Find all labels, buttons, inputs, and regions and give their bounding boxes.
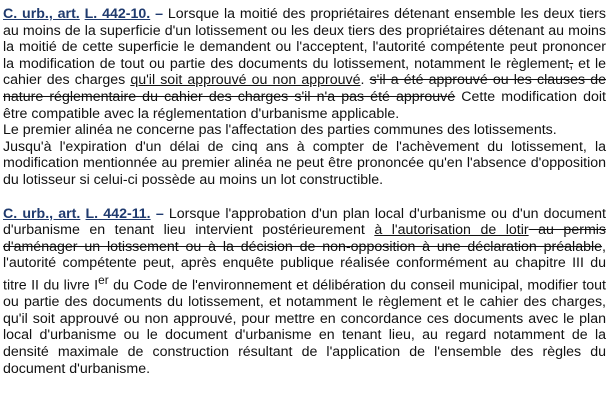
- article-l442-10-reference: [3, 6, 150, 22]
- article-dash: –: [155, 205, 164, 222]
- text-segment: , l'autorité compétente peut, après enquête publique réalisée conformément au chapitre III du titre II du livre I: [3, 238, 606, 294]
- article-code: C. urb., art.: [3, 205, 81, 222]
- text-segment: et le cahier des charges: [3, 55, 606, 89]
- document-body: [3, 6, 606, 377]
- article-l442-10-paragraph-2: Le premier alinéa ne concerne pas l'affectation des parties communes des lotissements.: [3, 122, 557, 139]
- struck-text: s'il a été approuvé ou les clauses de nature réglementaire du cahier des charges s'il n'a pas été approuvé: [3, 72, 606, 105]
- inserted-text: à l'autorisation de lotir: [374, 222, 529, 239]
- article-l442-11-paragraph-1: [3, 206, 606, 378]
- article-l442-11-reference: [3, 206, 151, 222]
- article-number: L. 442-11.: [85, 205, 151, 222]
- article-number: L. 442-10.: [84, 6, 151, 22]
- text-segment: Cette modification doit être compatible avec la réglementation d'urbanisme applicable.: [3, 88, 606, 122]
- article-code: C. urb., art.: [3, 6, 80, 22]
- struck-text: au permis d'aménager un lotissement ou à la décision de non-opposition à une déclaration préalable: [3, 222, 607, 255]
- text-segment: Lorsque l'approbation d'un plan local d'urbanisme ou d'un document d'urbanisme en tenant lieu intervient postérieurement: [3, 205, 606, 239]
- text-segment: .: [360, 72, 370, 89]
- paragraph-gap: [3, 189, 606, 206]
- superscript: er: [98, 272, 109, 287]
- text-segment: du Code de l'environnement et délibération du conseil municipal, modifier tout ou partie des documents du lotissement, et notamment le règlement et le cahier des charges, qu'il soit approuvé ou non approuvé, pour mettre en concordance ces documents avec le plan local d'urbanisme ou le document d'urbanisme en tenant lieu, au regard notamment de la densité maximale de construction résultant de l'application de l'ensemble des règles du document d'urbanisme.: [3, 277, 606, 377]
- struck-text: ,: [569, 55, 574, 72]
- inserted-text: qu'il soit approuvé ou non approuvé: [130, 72, 361, 89]
- article-dash: –: [155, 6, 163, 22]
- article-l442-10-paragraph-3: Jusqu'à l'expiration d'un délai de cinq ans à compter de l'achèvement du lotissement, la modification mentionnée au premier alinéa ne peut être prononcée qu'en l'absence d'opposition du lotisseur si celui-ci possède au moins un lot constructible.: [3, 138, 606, 188]
- text-segment: Lorsque la moitié des propriétaires détenant ensemble les deux tiers au moins de la superficie d'un lotissement ou les deux tiers des propriétaires détenant au moins la moitié de cette superficie le demandent ou l'acceptent, l'autorité compétente peut prononcer la modification de tout ou partie des documents du lotissement, notamment le règlement: [3, 6, 606, 72]
- article-l442-10-paragraph-1: [3, 6, 606, 122]
